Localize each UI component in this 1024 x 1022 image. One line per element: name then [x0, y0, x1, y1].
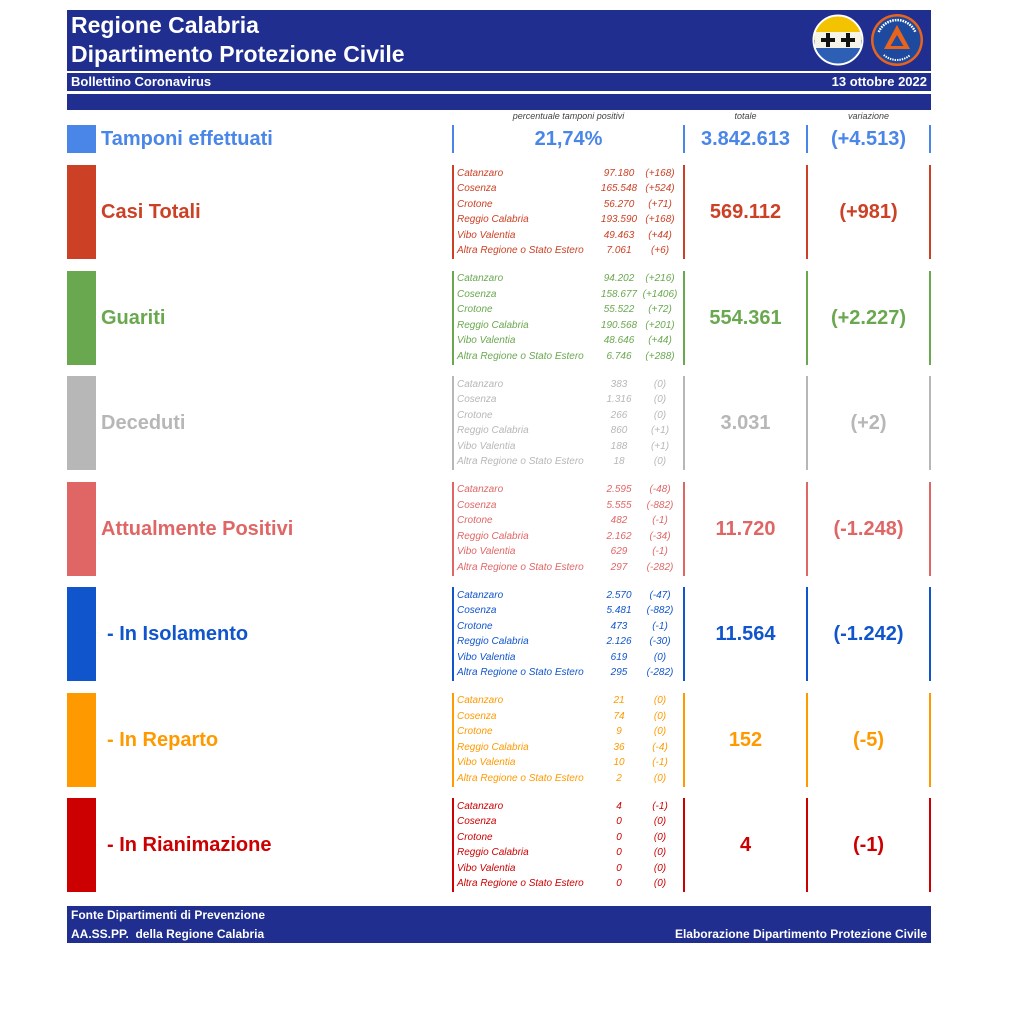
- province-change: (+44): [648, 335, 672, 346]
- province-value: 2: [616, 772, 622, 784]
- province-value: 383: [610, 378, 628, 390]
- province-name: Catanzaro: [457, 167, 504, 179]
- province-value: 0: [616, 878, 622, 889]
- province-value: 5.481: [606, 605, 632, 616]
- province-value: 36: [613, 741, 625, 753]
- province-value: 188: [610, 440, 628, 452]
- footer-source-detail: AA.SS.PP. della Regione Calabria: [71, 927, 265, 941]
- province-change: (-882): [646, 605, 674, 616]
- tamponi-percentuale-positivi: 21,74%: [534, 128, 603, 150]
- province-name: Vibo Valentia: [457, 440, 516, 452]
- province-value: 190.568: [600, 319, 638, 331]
- province-name: Vibo Valentia: [457, 546, 516, 557]
- province-name: Catanzaro: [457, 800, 504, 812]
- bulletin-bar: [67, 73, 931, 91]
- in-isolamento-totale: 11.564: [715, 623, 776, 645]
- province-change: (+168): [645, 167, 675, 179]
- province-change: (+44): [648, 229, 672, 241]
- province-change: (-30): [649, 636, 671, 647]
- province-name: Catanzaro: [457, 273, 504, 284]
- header-divider-bar: [67, 94, 931, 110]
- row-tamponi-effettuati: [0, 125, 1024, 153]
- province-name: Crotone: [457, 726, 493, 737]
- province-name: Catanzaro: [457, 378, 504, 390]
- province-name: Vibo Valentia: [457, 862, 516, 874]
- province-name: Cosenza: [457, 605, 497, 616]
- footer-source: Fonte Dipartimenti di Prevenzione: [71, 908, 266, 922]
- province-value: 0: [616, 831, 622, 843]
- attualmente-positivi-label: Attualmente Positivi: [101, 517, 294, 540]
- province-value: 158.677: [600, 288, 638, 300]
- province-change: (0): [653, 409, 667, 421]
- province-change: (0): [653, 456, 667, 467]
- column-header-percentuale: percentuale tamponi positivi: [512, 111, 625, 121]
- province-value: 5.555: [606, 499, 632, 511]
- province-value: 94.202: [603, 273, 635, 284]
- province-name: Vibo Valentia: [457, 651, 516, 663]
- province-change: (+168): [645, 214, 675, 225]
- province-value: 860: [610, 425, 628, 436]
- row-guariti: [0, 271, 1024, 365]
- province-change: (-34): [649, 530, 671, 542]
- province-name: Cosenza: [457, 183, 497, 194]
- province-change: (0): [653, 878, 667, 889]
- header-title-department: Dipartimento Protezione Civile: [71, 41, 405, 67]
- province-name: Altra Regione o Stato Estero: [457, 456, 584, 467]
- row-deceduti: [0, 376, 1024, 470]
- province-value: 2.595: [606, 484, 632, 495]
- province-name: Catanzaro: [457, 695, 504, 706]
- province-name: Catanzaro: [457, 589, 504, 601]
- column-header-variazione: variazione: [847, 111, 890, 121]
- province-change: (-1): [652, 515, 668, 526]
- province-name: Altra Regione o Stato Estero: [457, 667, 584, 678]
- province-change: (-882): [646, 499, 674, 511]
- province-name: Reggio Calabria: [457, 214, 529, 225]
- guariti-label: Guariti: [101, 306, 166, 329]
- province-name: Crotone: [457, 198, 493, 210]
- row-in-rianimazione: [0, 798, 1024, 892]
- province-change: (+6): [650, 245, 670, 256]
- province-value: 297: [610, 561, 628, 573]
- province-value: 74: [613, 710, 625, 722]
- province-value: 21: [613, 695, 625, 706]
- row-in-isolamento: [0, 587, 1024, 681]
- tamponi-totale: 3.842.613: [701, 128, 790, 150]
- province-name: Vibo Valentia: [457, 335, 516, 346]
- province-change: (-1): [652, 800, 668, 812]
- province-change: (0): [653, 772, 667, 784]
- province-value: 473: [610, 620, 628, 632]
- province-name: Vibo Valentia: [457, 757, 516, 768]
- deceduti-totale: 3.031: [720, 412, 771, 434]
- province-name: Altra Regione o Stato Estero: [457, 878, 584, 889]
- province-change: (+288): [645, 350, 675, 362]
- province-value: 55.522: [603, 304, 635, 315]
- province-change: (0): [653, 862, 667, 874]
- province-name: Altra Regione o Stato Estero: [457, 772, 584, 784]
- header-logos: [811, 12, 929, 70]
- casi-totali-label: Casi Totali: [101, 201, 201, 223]
- province-change: (0): [653, 378, 667, 390]
- province-value: 2.162: [606, 530, 632, 542]
- row-casi-totali: [0, 165, 1024, 259]
- province-change: (-1): [652, 546, 668, 557]
- in-isolamento-variazione: (-1.242): [833, 623, 904, 645]
- province-change: (-1): [652, 620, 668, 632]
- tamponi-variazione: (+4.513): [830, 128, 907, 150]
- footer-credit: Elaborazione Dipartimento Protezione Civile: [674, 927, 927, 941]
- province-value: 0: [616, 816, 622, 827]
- tamponi-label: Tamponi effettuati: [101, 128, 273, 150]
- province-change: (-282): [646, 561, 674, 573]
- province-name: Cosenza: [457, 816, 497, 827]
- province-change: (-48): [649, 484, 671, 495]
- province-change: (+216): [645, 273, 675, 284]
- province-change: (+524): [645, 183, 675, 194]
- guariti-variazione: (+2.227): [830, 306, 907, 329]
- province-name: Reggio Calabria: [457, 425, 529, 436]
- province-value: 2.570: [606, 589, 632, 601]
- province-value: 9: [616, 726, 622, 737]
- province-value: 6.746: [606, 350, 632, 362]
- in-rianimazione-totale: 4: [739, 834, 752, 856]
- header-banner: [67, 10, 931, 71]
- column-header-totale: totale: [734, 111, 757, 121]
- casi-totali-variazione: (+981): [839, 201, 898, 223]
- bulletin-date: 13 ottobre 2022: [831, 74, 927, 89]
- province-value: 0: [616, 847, 622, 858]
- row-attualmente-positivi: [0, 482, 1024, 576]
- protezione-civile-logo-icon: [871, 14, 923, 66]
- bulletin-title: Bollettino Coronavirus: [71, 74, 212, 89]
- province-name: Cosenza: [457, 710, 497, 722]
- province-change: (0): [653, 710, 667, 722]
- province-name: Reggio Calabria: [457, 741, 529, 753]
- province-value: 619: [610, 651, 628, 663]
- province-change: (-4): [652, 741, 668, 753]
- province-value: 48.646: [603, 335, 635, 346]
- province-name: Altra Regione o Stato Estero: [457, 561, 584, 573]
- province-name: Crotone: [457, 304, 493, 315]
- in-rianimazione-variazione: (-1): [852, 834, 885, 856]
- province-change: (+1): [650, 425, 670, 436]
- guariti-totale: 554.361: [709, 306, 782, 329]
- province-value: 295: [610, 667, 628, 678]
- province-change: (-1): [652, 757, 668, 768]
- in-reparto-variazione: (-5): [852, 728, 885, 751]
- row-in-reparto: [0, 693, 1024, 787]
- province-value: 4: [616, 800, 622, 812]
- province-name: Altra Regione o Stato Estero: [457, 245, 584, 256]
- calabria-coat-of-arms-icon: [814, 16, 863, 65]
- province-value: 10: [613, 757, 625, 768]
- province-value: 482: [610, 515, 628, 526]
- province-value: 56.270: [603, 198, 635, 210]
- divider-line: [929, 125, 931, 153]
- province-value: 193.590: [600, 214, 638, 225]
- header-title-region: Regione Calabria: [71, 12, 259, 38]
- province-value: 49.463: [603, 229, 635, 241]
- province-change: (0): [653, 726, 667, 737]
- province-change: (+1): [650, 440, 670, 452]
- province-change: (0): [653, 831, 667, 843]
- in-reparto-totale: 152: [728, 728, 763, 751]
- attualmente-positivi-variazione: (-1.248): [833, 517, 904, 540]
- province-name: Catanzaro: [457, 484, 504, 495]
- province-change: (+201): [645, 319, 675, 331]
- province-value: 7.061: [606, 245, 632, 256]
- province-change: (-282): [646, 667, 674, 678]
- province-name: Altra Regione o Stato Estero: [457, 350, 584, 362]
- province-change: (+1406): [642, 288, 678, 300]
- province-name: Reggio Calabria: [457, 530, 529, 542]
- province-name: Cosenza: [457, 394, 497, 405]
- province-change: (+71): [648, 198, 672, 210]
- province-value: 165.548: [600, 183, 638, 194]
- tamponi-color-square: [67, 125, 96, 153]
- province-change: (0): [653, 394, 667, 405]
- province-name: Crotone: [457, 515, 493, 526]
- province-name: Cosenza: [457, 288, 497, 300]
- province-change: (+72): [648, 304, 672, 315]
- province-value: 2.126: [606, 636, 632, 647]
- province-value: 0: [616, 862, 622, 874]
- province-change: (0): [653, 847, 667, 858]
- province-change: (0): [653, 816, 667, 827]
- province-name: Reggio Calabria: [457, 319, 529, 331]
- casi-totali-totale: 569.112: [709, 201, 782, 223]
- province-change: (0): [653, 695, 667, 706]
- province-name: Crotone: [457, 409, 493, 421]
- province-value: 18: [613, 456, 625, 467]
- province-value: 97.180: [603, 167, 635, 179]
- province-name: Reggio Calabria: [457, 847, 529, 858]
- province-name: Vibo Valentia: [457, 229, 516, 241]
- province-value: 1.316: [606, 394, 632, 405]
- province-name: Crotone: [457, 831, 493, 843]
- province-value: 266: [610, 409, 628, 421]
- footer-banner: [67, 906, 931, 943]
- province-name: Reggio Calabria: [457, 636, 529, 647]
- in-rianimazione-label: - In Rianimazione: [107, 834, 272, 856]
- in-reparto-label: - In Reparto: [107, 728, 219, 751]
- province-change: (-47): [649, 589, 671, 601]
- in-isolamento-label: - In Isolamento: [107, 623, 249, 645]
- province-name: Cosenza: [457, 499, 497, 511]
- deceduti-variazione: (+2): [850, 412, 887, 434]
- province-value: 629: [610, 546, 628, 557]
- province-change: (0): [653, 651, 667, 663]
- province-name: Crotone: [457, 620, 493, 632]
- attualmente-positivi-totale: 11.720: [715, 517, 776, 540]
- deceduti-label: Deceduti: [101, 412, 186, 434]
